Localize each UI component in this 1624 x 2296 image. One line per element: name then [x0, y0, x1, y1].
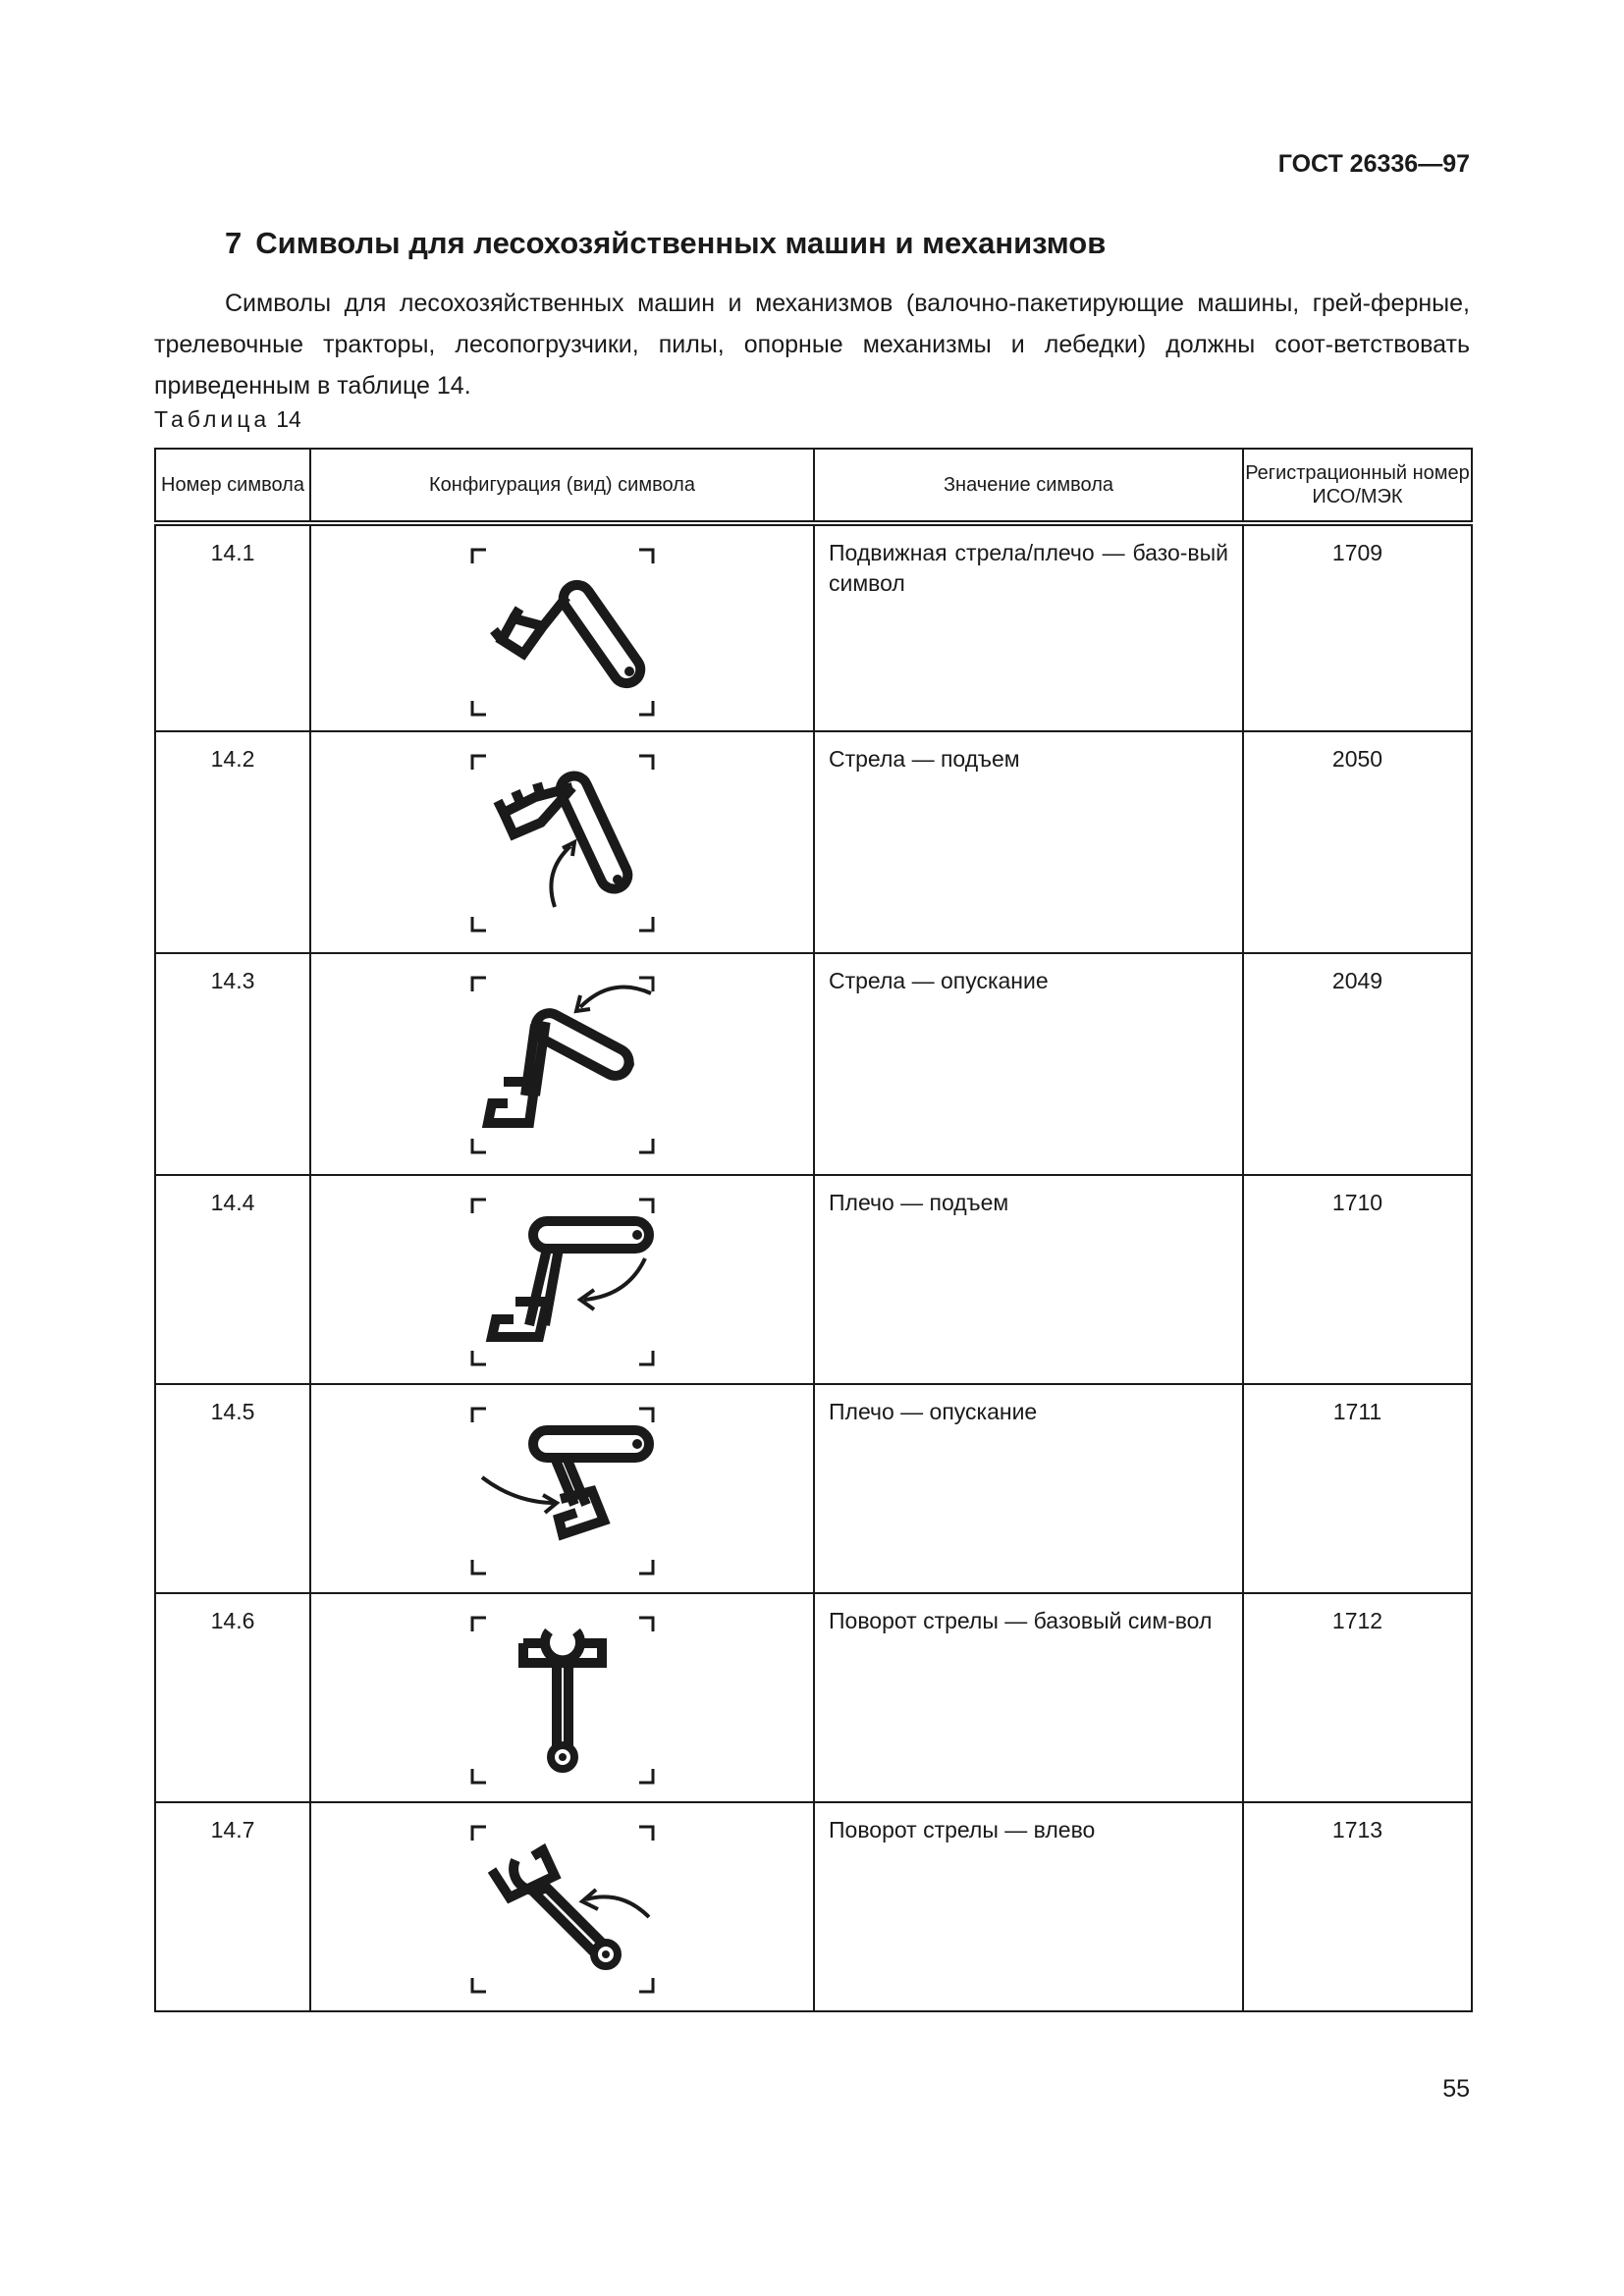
table-row — [155, 1384, 1472, 1593]
symbol-number: 14.7 — [155, 1802, 310, 2011]
symbol-meaning: Плечо — опускание — [814, 1384, 1243, 1593]
section-number: 7 — [225, 226, 243, 260]
symbol-number: 14.3 — [155, 953, 310, 1175]
symbol-meaning: Подвижная стрела/плечо — базо-вый символ — [814, 523, 1243, 731]
table-row — [155, 731, 1472, 953]
table-row — [155, 953, 1472, 1175]
page-number: 55 — [1442, 2075, 1470, 2103]
symbol-number: 14.1 — [155, 523, 310, 731]
header-meaning: Значение символа — [814, 449, 1243, 523]
registration-number: 1709 — [1243, 523, 1472, 731]
table-caption-label: Таблица — [154, 406, 271, 432]
symbol-configuration — [310, 1802, 814, 2011]
registration-number: 2050 — [1243, 731, 1472, 953]
registration-number: 1713 — [1243, 1802, 1472, 2011]
symbol-configuration — [310, 1593, 814, 1802]
symbol-configuration — [310, 523, 814, 731]
symbol-configuration — [310, 1384, 814, 1593]
symbol-meaning: Поворот стрелы — базовый сим-вол — [814, 1593, 1243, 1802]
document-code: ГОСТ 26336—97 — [1277, 150, 1470, 178]
table-row — [155, 1175, 1472, 1384]
symbol-meaning: Стрела — подъем — [814, 731, 1243, 953]
table-row — [155, 1593, 1472, 1802]
symbol-number: 14.4 — [155, 1175, 310, 1384]
section-heading — [225, 226, 1106, 261]
symbol-meaning: Плечо — подъем — [814, 1175, 1243, 1384]
symbol-configuration — [310, 731, 814, 953]
arm-raise-icon — [464, 1188, 661, 1374]
symbol-number: 14.6 — [155, 1593, 310, 1802]
intro-paragraph: Символы для лесохозяйственных машин и механизмов (валочно-пакетирующие машины, грей-ферные, трелевочные тракторы, лесопогрузчики, пилы, опорные механизмы и лебедки) должны соот-ветствовать приведенным в таблице 14. — [154, 290, 1470, 400]
registration-number: 2049 — [1243, 953, 1472, 1175]
section-title: Символы для лесохозяйственных машин и механизмов — [255, 226, 1107, 260]
arm-lower-icon — [464, 1397, 661, 1583]
boom-lower-icon — [464, 966, 661, 1162]
registration-number: 1711 — [1243, 1384, 1472, 1593]
header-number: Номер символа — [155, 449, 310, 523]
boom-swing-left-icon — [464, 1815, 661, 2002]
symbol-configuration — [310, 953, 814, 1175]
symbol-number: 14.5 — [155, 1384, 310, 1593]
table-header-row — [155, 449, 1472, 523]
symbols-table — [154, 448, 1473, 2012]
symbol-meaning: Стрела — опускание — [814, 953, 1243, 1175]
registration-number: 1712 — [1243, 1593, 1472, 1802]
symbol-configuration — [310, 1175, 814, 1384]
symbol-number: 14.2 — [155, 731, 310, 953]
table-caption-number: 14 — [276, 406, 301, 432]
boom-base-symbol-icon — [464, 538, 661, 724]
table-row — [155, 1802, 1472, 2011]
boom-raise-icon — [464, 744, 661, 940]
boom-swing-base-icon — [464, 1606, 661, 1792]
header-registration: Регистрационный номер ИСО/МЭК — [1243, 449, 1472, 523]
registration-number: 1710 — [1243, 1175, 1472, 1384]
table-row — [155, 523, 1472, 731]
header-configuration: Конфигурация (вид) символа — [310, 449, 814, 523]
symbol-meaning: Поворот стрелы — влево — [814, 1802, 1243, 2011]
table-caption — [154, 406, 301, 433]
